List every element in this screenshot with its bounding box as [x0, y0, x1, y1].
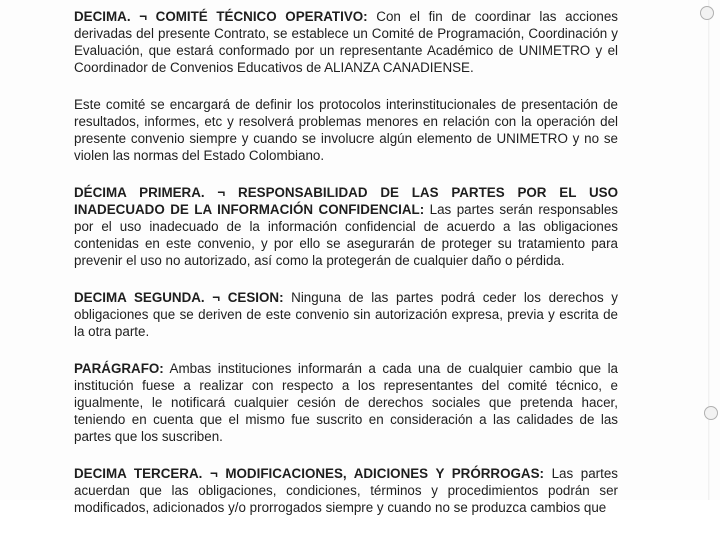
- clause-decima: [74, 8, 618, 76]
- clause-heading: DECIMA TERCERA. ¬ MODIFICACIONES, ADICIONES Y PRÓRROGAS:: [74, 466, 544, 481]
- clause-text: Con el fin de coordinar las acciones derivadas del presente Contrato, se establece un Comité de Programación, Coordinación y Evaluación, que estará conformado por un representante Académico de UNIMETRO y el Coordinador de Convenios Educativos de ALIANZA CANADIENSE.: [74, 9, 618, 75]
- clause-heading: DECIMA. ¬ COMITÉ TÉCNICO OPERATIVO:: [74, 9, 368, 24]
- clause-text: Ambas instituciones informarán a cada una de cualquier cambio que la institución fuese a realizar con respecto a los representantes del comité técnico, e igualmente, le notificará cualquier cesión de derechos sociales que pretenda hacer, teniendo en cuenta que el mismo fue suscrito en consideración a las calidades de las partes que los suscriben.: [74, 361, 618, 444]
- clause-decima-segunda: [74, 289, 618, 340]
- clause-heading: DECIMA SEGUNDA. ¬ CESION:: [74, 290, 284, 305]
- clause-heading: DÉCIMA PRIMERA. ¬ RESPONSABILIDAD DE LAS PARTES POR EL USO INADECUADO DE LA INFORMACIÓN CONFIDENCIAL:: [74, 185, 618, 217]
- page-edge-shadow: [708, 0, 710, 500]
- document-body: [74, 8, 618, 536]
- clause-decima-tercera: [74, 465, 618, 516]
- clause-decima-comite: [74, 96, 618, 164]
- clause-text: Ninguna de las partes podrá ceder los derechos y obligaciones que se deriven de este convenio sin autorización expresa, previa y escrita de la otra parte.: [74, 290, 618, 339]
- clause-text: Las partes acuerdan que las obligaciones, condiciones, términos y procedimientos podrán ser modificados, adicionados y/o prorrogados siempre y cuando no se produzca cambios que: [74, 466, 618, 515]
- clause-paragrafo: [74, 360, 618, 445]
- clause-decima-primera: [74, 184, 618, 269]
- clause-text: Este comité se encargará de definir los protocolos interinstitucionales de presentación de resultados, informes, etc y resolverá problemas menores en relación con la operación del presente convenio siempre y cuando se involucre algún elemento de UNIMETRO y no se violen las normas del Estado Colombiano.: [74, 97, 618, 163]
- punch-hole-top: [700, 6, 714, 20]
- clause-text: Las partes serán responsables por el uso inadecuado de la información confidencial de acuerdo a las obligaciones contenidas en este convenio, y por ello se asegurarán de proteger su tratamiento para prevenir el uso no autorizado, así como la protegerán de cualquier daño o pérdida.: [74, 202, 618, 268]
- punch-hole-bottom: [704, 406, 718, 420]
- clause-heading: PARÁGRAFO:: [74, 361, 164, 376]
